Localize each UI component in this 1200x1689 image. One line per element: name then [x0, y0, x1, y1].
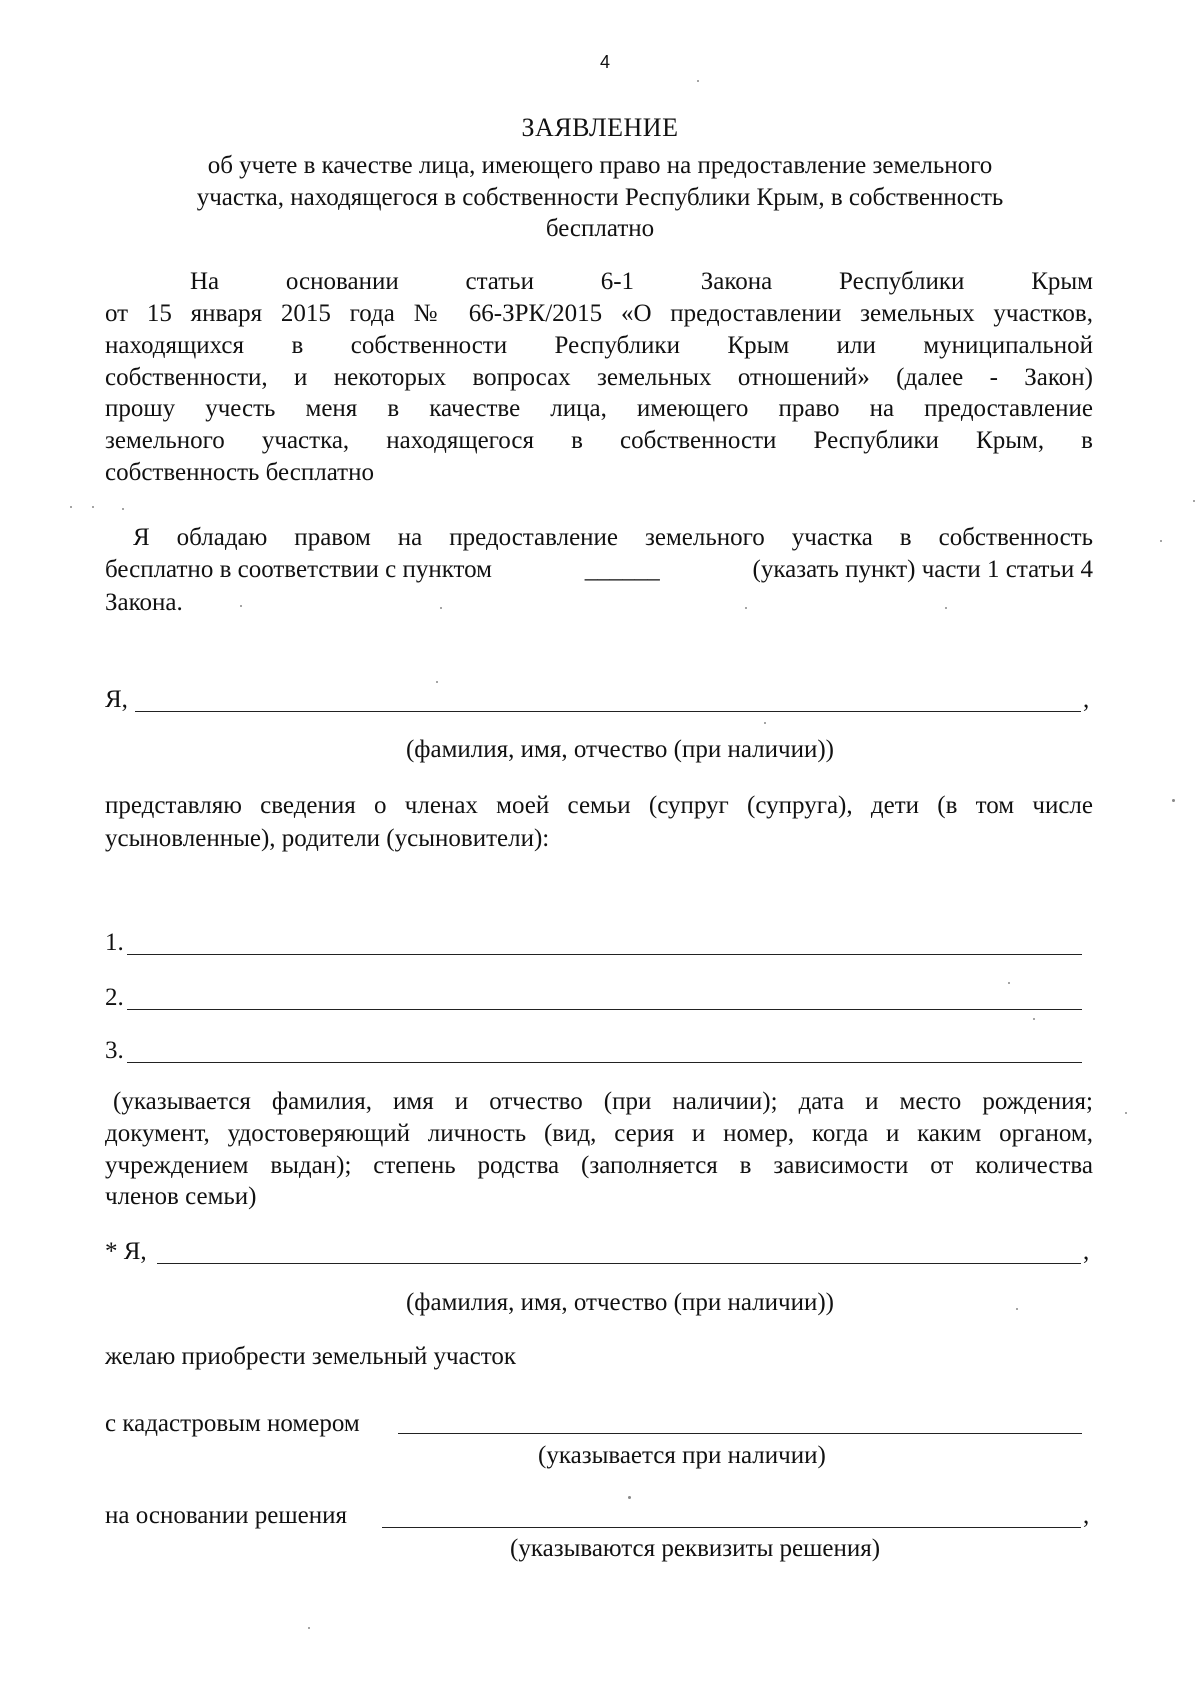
second-applicant-caption: (фамилия, имя, отчество (при наличии))	[405, 1289, 835, 1316]
scan-speck	[945, 607, 947, 609]
family-member-2-field[interactable]	[127, 1009, 1082, 1010]
para1-line-4: собственности, и некоторых вопросах земельных отношений» (далее - Закон)	[105, 364, 1093, 391]
cadastral-number-field[interactable]	[398, 1433, 1082, 1434]
applicant-name-field[interactable]	[135, 711, 1081, 712]
family-note-line-2: документ, удостоверяющий личность (вид, серия и номер, когда и каким органом,	[105, 1120, 1093, 1147]
scan-speck	[1125, 1112, 1127, 1114]
decision-field[interactable]	[382, 1527, 1081, 1528]
page-number: 4	[599, 52, 610, 72]
subtitle-line-1: об учете в качестве лица, имеющего право на предоставление земельного	[207, 152, 993, 179]
subtitle-line-3: бесплатно	[545, 215, 655, 242]
scan-speck	[764, 722, 766, 724]
decision-label: на основании решения	[105, 1502, 347, 1529]
decision-caption: (указываются реквизиты решения)	[510, 1535, 881, 1562]
cadastral-caption: (указывается при наличии)	[538, 1442, 826, 1469]
scan-speck	[1008, 982, 1010, 984]
scan-speck	[1172, 799, 1175, 802]
scan-speck	[240, 605, 242, 607]
para1-line-3: находящихся в собственности Республики Крым или муниципальной	[105, 332, 1093, 359]
para1-line-7: собственность бесплатно	[105, 459, 374, 486]
para1-line-6: земельного участка, находящегося в собственности Республики Крым, в	[105, 427, 1093, 454]
family-member-1-number: 1.	[105, 929, 124, 956]
family-note-line-1: (указывается фамилия, имя и отчество (при наличии); дата и место рождения;	[113, 1088, 1093, 1115]
para2-line-1: Я обладаю правом на предоставление земельного участка в собственность	[133, 524, 1093, 551]
second-applicant-comma: ,	[1083, 1238, 1090, 1265]
scan-speck	[628, 1496, 631, 1499]
wish-text: желаю приобрести земельный участок	[105, 1343, 516, 1370]
scan-speck	[745, 607, 747, 609]
family-member-1-field[interactable]	[127, 954, 1082, 955]
family-intro-line-2: усыновленные), родители (усыновители):	[105, 825, 550, 852]
family-member-3-field[interactable]	[127, 1062, 1082, 1063]
applicant-prefix: Я,	[105, 686, 128, 713]
scan-speck	[697, 80, 699, 82]
cadastral-label: с кадастровым номером	[105, 1410, 360, 1437]
subtitle-line-2: участка, находящегося в собственности Республики Крым, в собственность	[196, 184, 1004, 211]
scan-speck	[436, 681, 438, 683]
scan-speck	[440, 607, 442, 609]
para2-line-3: Закона.	[105, 589, 183, 616]
applicant-comma: ,	[1083, 686, 1090, 713]
para1-line-1: На основании статьи 6-1 Закона Республики Крым	[190, 268, 1093, 295]
scan-speck	[1033, 1018, 1035, 1020]
family-intro-line-1: представляю сведения о членах моей семьи (супруг (супруга), дети (в том числе	[105, 792, 1093, 819]
decision-comma: ,	[1083, 1502, 1090, 1529]
second-applicant-prefix: * Я,	[105, 1238, 147, 1265]
second-applicant-name-field[interactable]	[157, 1263, 1081, 1264]
para2-line-2: бесплатно в соответствии с пунктом ______ (указать пункт) части 1 статьи 4	[105, 554, 1093, 586]
scan-speck	[1016, 1308, 1018, 1310]
family-member-2-number: 2.	[105, 984, 124, 1011]
scan-speck	[1160, 540, 1162, 542]
para1-line-2: от 15 января 2015 года № 66-ЗРК/2015 «О предоставлении земельных участков,	[105, 300, 1093, 327]
family-note-line-3: учреждением выдан); степень родства (заполняется в зависимости от количества	[105, 1152, 1093, 1179]
scan-speck	[308, 1627, 310, 1629]
family-note-line-4: членов семьи)	[105, 1183, 257, 1210]
scan-speck	[1193, 500, 1195, 502]
applicant-caption: (фамилия, имя, отчество (при наличии))	[405, 736, 835, 763]
scan-speck	[122, 508, 124, 510]
scan-speck	[70, 506, 72, 508]
para1-line-5: прошу учесть меня в качестве лица, имеющего право на предоставление	[105, 395, 1093, 422]
family-member-3-number: 3.	[105, 1037, 124, 1064]
scan-speck	[92, 506, 94, 508]
document-title: ЗАЯВЛЕНИЕ	[521, 113, 679, 142]
point-blank[interactable]: ______	[584, 556, 660, 583]
